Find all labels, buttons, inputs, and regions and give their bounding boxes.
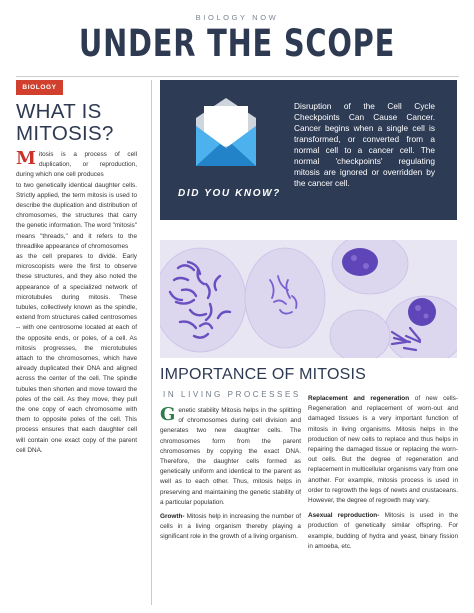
asexual-lead: Asexual reproduction- xyxy=(308,512,380,520)
growth-text: Mitosis help in increasing the number of cells in a living organism thereby playing a significant role in the growth of a living organism. xyxy=(160,513,301,541)
importance-column-2 xyxy=(308,394,458,557)
category-tag: BIOLOGY xyxy=(16,80,63,95)
body-paragraph-1 xyxy=(16,150,137,181)
drop-cap-g: G xyxy=(160,404,176,425)
body-paragraph-3: as the cell prepares to divide. Early microscopists were the first to observe these structures, and they also noted the appearance of a specialized network of microtubules during mitosis. These tubules, collectively known as the spindle, extend from structures called centrosomes -- with one centrosome located at each of the opposite ends, or poles, of a cell. As mitosis progresses, the microtubules attach to the chromosomes, which have already duplicated their DNA and aligned across the center of the cell. The spindle tubules then shorten and move toward the poles of the cell. As they move, they pull the one copy of each chromosome with them to opposite poles of the cell. This process ensures that each daughter cell will contain one exact copy of the parent cell DNA. xyxy=(16,253,137,454)
replacement-lead: Replacement and regeneration xyxy=(308,395,410,402)
headline-line-2: MITOSIS? xyxy=(16,122,114,145)
headline-line-1: WHAT IS xyxy=(16,100,102,123)
did-you-know-label: DID YOU KNOW? xyxy=(178,188,281,199)
genetic-stability-paragraph xyxy=(160,406,301,508)
article-headline xyxy=(16,101,114,145)
paragraph-1-text: itosis is a process of cell duplication, or reproduction, during which one cell produces xyxy=(16,151,137,179)
drop-cap: M xyxy=(16,148,36,169)
growth-lead: Growth- xyxy=(160,513,185,521)
masthead-divider xyxy=(16,76,459,77)
growth-paragraph xyxy=(160,512,301,543)
mitosis-micrograph xyxy=(160,240,457,358)
envelope-icon xyxy=(190,96,262,178)
asexual-text: Mitosis is used in the production of genetically similar offspring. For example, budding of hydra and yeast, binary fission in amoeba, etc. xyxy=(308,512,459,550)
masthead-kicker: BIOLOGY NOW xyxy=(195,13,279,22)
did-you-know-box xyxy=(160,80,457,220)
replacement-text: of new cells- Regeneration and replacement of worn-out and damaged tissues is a very important function of mitosis in living organisms. Mitosis helps in the production of new cells to replace and thus helps in repairing the damaged tissue or replacing the worn-out cells. But the degree of regeneration and replacement in multicellular organisms vary from one another. For example, mitosis process is used in order to regrowth the legs of newts and crustaceans. However, the degree of regrowth may vary. xyxy=(308,395,458,505)
column-divider xyxy=(151,80,152,605)
importance-column-1 xyxy=(160,406,301,547)
article-body xyxy=(16,150,137,456)
did-you-know-text: Disruption of the Cell Cycle Checkpoints Can Cause Cancer. Cancer begins when a single cell is transformed, or converted from a normal cell to a cancer cell. The normal 'checkpoints' regulating mitosis are ignored or overridden by the cancer cell. xyxy=(294,101,435,188)
masthead-title: UNDER THE SCOPE xyxy=(78,22,396,65)
section-subtitle: IN LIVING PROCESSES xyxy=(163,390,301,399)
genetic-stability-text: enetic stability Mitosis helps in the splitting of chromosomes during cell division and generates two new daughter cells. The chromosomes form from the parent chromosomes by copying the exact DNA. Therefore, the daughter cells formed as genetically uniform and identical to the parent as well as to each other. Thus, mitosis helps in preserving and maintaining the genetic stability of a particular population. xyxy=(160,407,301,506)
asexual-paragraph xyxy=(308,511,458,552)
replacement-paragraph xyxy=(308,394,458,506)
section-title: IMPORTANCE OF MITOSIS xyxy=(160,366,366,383)
body-paragraph-2: to two genetically identical daughter cells. Strictly applied, the term mitosis is used to describe the duplication and distribution of chromosomes, the structures that carry the genetic information. The word "mitosis" means "threads," and it refers to the threadlike appearance of chromosomes xyxy=(16,181,137,250)
